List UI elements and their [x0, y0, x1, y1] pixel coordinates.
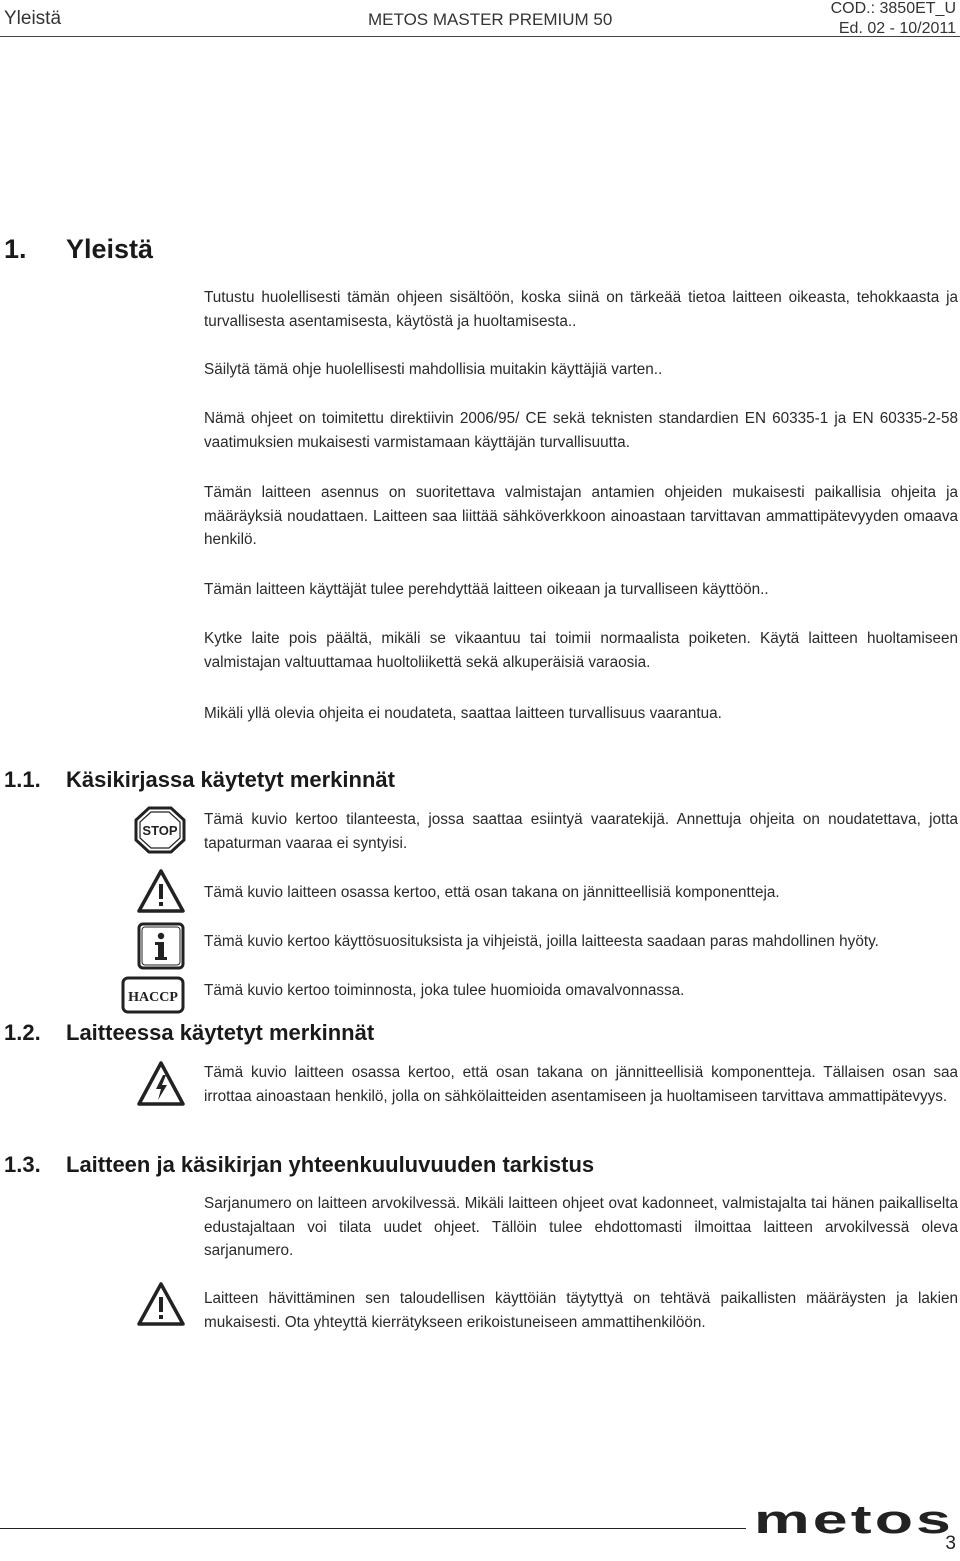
section-1-heading — [4, 234, 153, 265]
brand-name: metos — [754, 1503, 954, 1537]
section-title: Yleistä — [66, 234, 154, 264]
keep-manual-paragraph: Säilytä tämä ohje huolellisesti mahdollisia muitakin käyttäjiä varten.. — [204, 361, 663, 378]
header-divider — [0, 36, 960, 37]
haccp-icon-label: HACCP — [128, 990, 178, 1005]
section-number: 1. — [4, 234, 27, 264]
directive-paragraph: Nämä ohjeet on toimitettu direktiivin 2006/95/ CE sekä teknisten standardien EN 60335-1 ja EN 60335-2-58 vaatimuksien mukaisesti varmistamaan käyttäjän turvallisuutta. — [204, 410, 958, 451]
section-title: Laitteen ja käsikirjan yhteenkuuluvuuden tarkistus — [66, 1152, 595, 1177]
metos-logo — [754, 1503, 956, 1537]
warning-triangle-icon — [136, 868, 186, 914]
installation-paragraph: Tämän laitteen asennus on suoritettava valmistajan antamien ohjeiden mukaisesti paikallisia ohjeita ja määräyksiä noudattaen. Laitteen saa liittää sähköverkkoon ainoastaan tarvittavan ammattipätevyyden omaava henkilö. — [204, 484, 958, 548]
haccp-description: Tämä kuvio kertoo toiminnosta, joka tulee huomioida omavalvonnassa. — [204, 982, 685, 999]
haccp-icon — [121, 976, 185, 1014]
header-section-title: Yleistä — [4, 8, 62, 29]
warning-description: Tämä kuvio laitteen osassa kertoo, että osan takana on jännitteellisiä komponentteja. — [204, 884, 780, 901]
document-code: COD.: 3850ET_U — [830, 0, 956, 17]
disposal-warning-icon — [136, 1281, 186, 1327]
serial-number-paragraph: Sarjanumero on laitteen arvokilvessä. Mikäli laitteen ohjeet ovat kadonneet, valmistajalta tai hänen paikalliselta edustajaltaan voi tilata uudet ohjeet. Tällöin tulee ehdottomasti ilmoittaa laitteen arvokilvessä oleva sarjanumero. — [204, 1195, 958, 1259]
stop-icon-label: STOP — [142, 823, 178, 838]
header-product-name: METOS MASTER PREMIUM 50 — [368, 10, 613, 29]
high-voltage-icon — [136, 1060, 186, 1108]
disposal-paragraph: Laitteen hävittäminen sen taloudellisen käyttöiän täytyttyä on tehtävä paikallisten määräysten ja lakien mukaisesti. Ota yhteyttä kierrätykseen erikoistuneiseen ammattihenkilöön. — [204, 1290, 958, 1331]
info-description: Tämä kuvio kertoo käyttösuosituksista ja vihjeistä, joilla laitteesta saadaan paras mahdollinen hyöty. — [204, 933, 879, 950]
safety-warning-paragraph: Mikäli yllä olevia ohjeita ei noudateta, saattaa laitteen turvallisuus vaarantua. — [204, 705, 722, 722]
section-1-1-heading — [4, 767, 395, 793]
info-icon — [137, 922, 185, 970]
section-number: 1.1. — [4, 767, 41, 792]
user-training-paragraph: Tämän laitteen käyttäjät tulee perehdyttää laitteen oikeaan ja turvalliseen käyttöön.. — [204, 581, 769, 598]
section-title: Laitteessa käytetyt merkinnät — [66, 1020, 375, 1045]
section-number: 1.2. — [4, 1020, 41, 1045]
document-edition: Ed. 02 - 10/2011 — [838, 20, 956, 37]
stop-description: Tämä kuvio kertoo tilanteesta, jossa saattaa esiintyä vaaratekijä. Annettuja ohjeita on noudatettava, jotta tapaturman vaaraa ei syntyisi. — [204, 811, 958, 852]
malfunction-paragraph: Kytke laite pois päältä, mikäli se vikaantuu tai toimii normaalista poiketen. Käytä laitteen huoltamiseen valmistajan valtuuttamaa huoltoliikettä sekä alkuperäisiä varaosia. — [204, 630, 958, 671]
high-voltage-description: Tämä kuvio laitteen osassa kertoo, että osan takana on jännitteellisiä komponentteja. Tällaisen osan saa irrottaa ainoastaan henkilö, jolla on sähkölaitteiden asentamiseen ja huoltamiseen tarvittava ammattipätevyys. — [204, 1064, 958, 1105]
section-number: 1.3. — [4, 1152, 41, 1177]
footer-divider — [0, 1528, 746, 1529]
header-document-code — [831, 0, 956, 39]
section-title: Käsikirjassa käytetyt merkinnät — [66, 767, 395, 792]
section-1-2-heading — [4, 1020, 374, 1046]
page-number: 3 — [945, 1533, 956, 1554]
stop-icon — [134, 806, 186, 854]
section-1-3-heading — [4, 1152, 594, 1178]
intro-paragraph: Tutustu huolellisesti tämän ohjeen sisältöön, koska siinä on tärkeää tietoa laitteen oikeasta, tehokkaasta ja turvallisesta asentamisesta, käytöstä ja huoltamisesta.. — [204, 289, 958, 330]
